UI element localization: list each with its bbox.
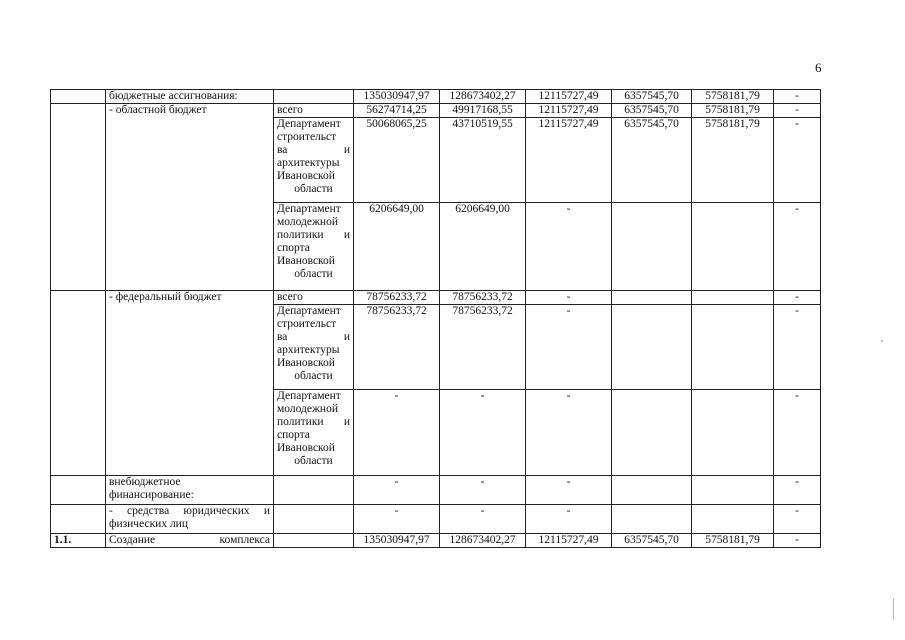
page-number: 6 [815, 60, 822, 75]
value-col-6: - [774, 305, 821, 390]
department-line: молодежной [277, 403, 338, 415]
value-total: 6206649,00 [354, 203, 440, 291]
value-col-5 [692, 390, 774, 476]
item-number: 1.1. [51, 534, 106, 548]
value-col-3: - [526, 390, 612, 476]
row-label: - областной бюджет [106, 104, 274, 291]
item-number-cell [51, 505, 106, 534]
row-label: бюджетные ассигнования: [106, 90, 274, 104]
table-row [51, 534, 821, 548]
value-col-3: 12115727,49 [526, 90, 612, 104]
department-line: Департамент [277, 390, 341, 402]
department-line: политики и [277, 229, 350, 241]
department-line: Ивановской [277, 255, 335, 267]
value-col-2: - [440, 390, 526, 476]
department-cell [274, 305, 354, 390]
sub-label [274, 90, 354, 104]
sub-label: всего [274, 291, 354, 305]
value-col-2: 49917168,55 [440, 104, 526, 118]
value-total: 56274714,25 [354, 104, 440, 118]
department-line: ва и [277, 331, 350, 343]
department-line: области [294, 183, 333, 195]
value-col-6: - [774, 90, 821, 104]
value-total: 135030947,97 [354, 534, 440, 548]
value-col-5: 5758181,79 [692, 90, 774, 104]
value-col-6: - [774, 104, 821, 118]
scan-speck [893, 598, 894, 620]
row-label-line: внебюджетное [109, 476, 181, 488]
item-number-cell [51, 104, 106, 291]
value-col-2: - [440, 476, 526, 505]
value-col-5 [692, 203, 774, 291]
table-row [51, 505, 821, 534]
value-col-3: 12115727,49 [526, 118, 612, 203]
table-row [51, 476, 821, 505]
row-label [106, 534, 274, 548]
value-col-4: 6357545,70 [612, 534, 692, 548]
value-col-4: 6357545,70 [612, 104, 692, 118]
department-cell [274, 118, 354, 203]
value-col-3: 12115727,49 [526, 534, 612, 548]
department-line: области [294, 268, 333, 280]
item-number-cell [51, 476, 106, 505]
value-col-2: 6206649,00 [440, 203, 526, 291]
value-total: 135030947,97 [354, 90, 440, 104]
department-line: области [294, 370, 333, 382]
item-number-cell [51, 291, 106, 476]
department-line: Ивановской [277, 442, 335, 454]
value-total: - [354, 390, 440, 476]
department-line: политики и [277, 416, 350, 428]
table-row [51, 291, 821, 305]
value-col-3: 12115727,49 [526, 104, 612, 118]
department-cell [274, 203, 354, 291]
value-col-4 [612, 291, 692, 305]
value-col-5 [692, 305, 774, 390]
value-col-2: 128673402,27 [440, 90, 526, 104]
value-col-6: - [774, 203, 821, 291]
item-number-cell [51, 90, 106, 104]
value-col-5 [692, 291, 774, 305]
department-line: спорта [277, 429, 310, 441]
department-line: области [294, 455, 333, 467]
department-line: Департамент [277, 203, 341, 215]
value-total: 50068065,25 [354, 118, 440, 203]
value-col-6: - [774, 534, 821, 548]
row-label: - федеральный бюджет [106, 291, 274, 476]
value-col-6: - [774, 505, 821, 534]
value-col-4: 6357545,70 [612, 118, 692, 203]
value-col-3: - [526, 291, 612, 305]
value-col-3: - [526, 305, 612, 390]
value-col-3: - [526, 203, 612, 291]
value-col-6: - [774, 291, 821, 305]
value-total: 78756233,72 [354, 305, 440, 390]
value-col-4 [612, 476, 692, 505]
row-label-line: Создание комплекса [109, 534, 270, 546]
department-line: архитектуры [277, 344, 340, 356]
department-line: Ивановской [277, 357, 335, 369]
department-line: Департамент [277, 305, 341, 317]
value-total: - [354, 505, 440, 534]
value-col-4 [612, 203, 692, 291]
department-line: спорта [277, 242, 310, 254]
table-row [51, 104, 821, 118]
department-line: архитектуры [277, 157, 340, 169]
row-label-line: финансирование: [109, 489, 194, 501]
scan-speck [881, 340, 883, 342]
department-line: строительст [277, 131, 337, 143]
value-total: 78756233,72 [354, 291, 440, 305]
value-col-2: 43710519,55 [440, 118, 526, 203]
value-col-5: 5758181,79 [692, 104, 774, 118]
value-col-3: - [526, 505, 612, 534]
value-col-5 [692, 505, 774, 534]
department-cell [274, 390, 354, 476]
value-col-5: 5758181,79 [692, 118, 774, 203]
row-label-line: физических лиц [109, 518, 188, 530]
value-col-4 [612, 305, 692, 390]
row-label [106, 476, 274, 505]
value-col-5 [692, 476, 774, 505]
sub-label: всего [274, 104, 354, 118]
budget-table [50, 89, 821, 548]
value-total: - [354, 476, 440, 505]
table-row [51, 90, 821, 104]
value-col-5: 5758181,79 [692, 534, 774, 548]
value-col-3: - [526, 476, 612, 505]
value-col-4: 6357545,70 [612, 90, 692, 104]
sub-label [274, 534, 354, 548]
department-line: молодежной [277, 216, 338, 228]
sub-label [274, 505, 354, 534]
value-col-2: 78756233,72 [440, 291, 526, 305]
value-col-2: 78756233,72 [440, 305, 526, 390]
value-col-2: - [440, 505, 526, 534]
row-label [106, 505, 274, 534]
value-col-6: - [774, 476, 821, 505]
sub-label [274, 476, 354, 505]
value-col-6: - [774, 118, 821, 203]
department-line: ва и [277, 144, 350, 156]
value-col-4 [612, 390, 692, 476]
value-col-2: 128673402,27 [440, 534, 526, 548]
department-line: строительст [277, 318, 337, 330]
row-label-line: - средства юридических и [109, 505, 270, 517]
department-line: Департамент [277, 118, 341, 130]
value-col-4 [612, 505, 692, 534]
value-col-6: - [774, 390, 821, 476]
department-line: Ивановской [277, 170, 335, 182]
